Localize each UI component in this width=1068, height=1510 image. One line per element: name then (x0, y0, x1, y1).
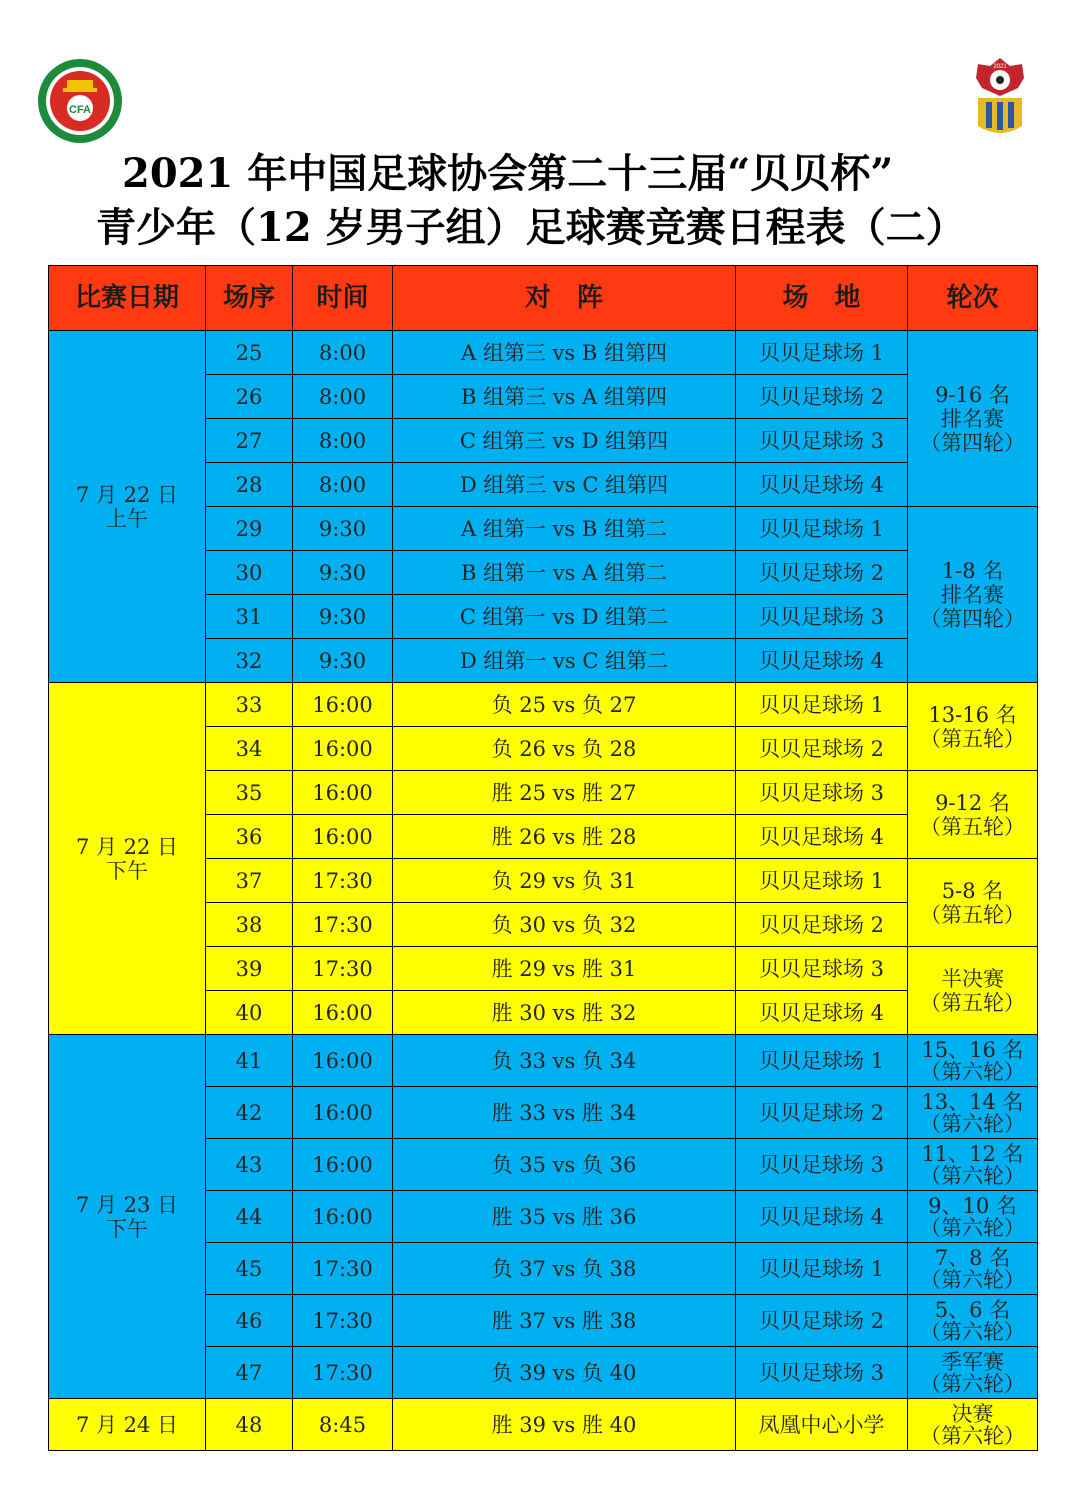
match-venue: 贝贝足球场 4 (736, 991, 908, 1035)
match-time: 16:00 (293, 1139, 393, 1191)
match-venue: 贝贝足球场 4 (736, 639, 908, 683)
match-no: 47 (206, 1347, 293, 1399)
match-pairing: C 组第三 vs D 组第四 (393, 419, 736, 463)
date-cell: 7 月 22 日 上午 (49, 331, 206, 683)
col-header-no: 场序 (206, 266, 293, 331)
cfa-logo (37, 58, 123, 144)
match-pairing: 负 39 vs 负 40 (393, 1347, 736, 1399)
match-no: 28 (206, 463, 293, 507)
match-no: 39 (206, 947, 293, 991)
match-pairing: 负 35 vs 负 36 (393, 1139, 736, 1191)
match-venue: 贝贝足球场 1 (736, 507, 908, 551)
match-time: 9:30 (293, 639, 393, 683)
match-pairing: 负 29 vs 负 31 (393, 859, 736, 903)
col-header-match: 对 阵 (393, 266, 736, 331)
round-cell: 5、6 名 （第六轮） (908, 1295, 1038, 1347)
match-no: 31 (206, 595, 293, 639)
round-cell: 1-8 名 排名赛 （第四轮） (908, 507, 1038, 683)
match-time: 8:00 (293, 375, 393, 419)
logo-year: 2021 (993, 64, 1007, 70)
match-time: 9:30 (293, 595, 393, 639)
match-pairing: D 组第一 vs C 组第二 (393, 639, 736, 683)
round-cell: 11、12 名 （第六轮） (908, 1139, 1038, 1191)
page-title-line2: 青少年（12 岁男子组）足球赛竞赛日程表（二） (96, 204, 966, 251)
page-title-line1: 2021 年中国足球协会第二十三届“贝贝杯” (122, 150, 894, 197)
match-time: 16:00 (293, 683, 393, 727)
match-time: 17:30 (293, 947, 393, 991)
match-venue: 贝贝足球场 2 (736, 903, 908, 947)
match-no: 25 (206, 331, 293, 375)
match-venue: 贝贝足球场 2 (736, 1295, 908, 1347)
match-time: 8:00 (293, 331, 393, 375)
match-no: 33 (206, 683, 293, 727)
round-cell: 9、10 名 （第六轮） (908, 1191, 1038, 1243)
match-no: 26 (206, 375, 293, 419)
match-no: 42 (206, 1087, 293, 1139)
match-no: 44 (206, 1191, 293, 1243)
match-no: 46 (206, 1295, 293, 1347)
match-venue: 贝贝足球场 2 (736, 1087, 908, 1139)
match-venue: 贝贝足球场 4 (736, 815, 908, 859)
match-venue: 凤凰中心小学 (736, 1399, 908, 1451)
match-venue: 贝贝足球场 3 (736, 595, 908, 639)
match-pairing: 负 25 vs 负 27 (393, 683, 736, 727)
round-cell: 7、8 名 （第六轮） (908, 1243, 1038, 1295)
match-no: 32 (206, 639, 293, 683)
match-venue: 贝贝足球场 3 (736, 771, 908, 815)
match-venue: 贝贝足球场 2 (736, 727, 908, 771)
col-header-time: 时间 (293, 266, 393, 331)
match-no: 48 (206, 1399, 293, 1451)
match-venue: 贝贝足球场 3 (736, 1139, 908, 1191)
match-no: 43 (206, 1139, 293, 1191)
match-pairing: A 组第一 vs B 组第二 (393, 507, 736, 551)
match-time: 17:30 (293, 1243, 393, 1295)
match-time: 16:00 (293, 1191, 393, 1243)
date-cell: 7 月 24 日 (49, 1399, 206, 1451)
match-no: 37 (206, 859, 293, 903)
match-time: 17:30 (293, 903, 393, 947)
match-time: 16:00 (293, 815, 393, 859)
match-time: 17:30 (293, 1295, 393, 1347)
match-time: 16:00 (293, 1035, 393, 1087)
match-no: 35 (206, 771, 293, 815)
col-header-date: 比赛日期 (49, 266, 206, 331)
table-row (49, 331, 1038, 375)
round-cell: 决赛 （第六轮） (908, 1399, 1038, 1451)
match-time: 17:30 (293, 859, 393, 903)
table-row (49, 1399, 1038, 1451)
round-cell: 半决赛 （第五轮） (908, 947, 1038, 1035)
match-pairing: 胜 26 vs 胜 28 (393, 815, 736, 859)
match-venue: 贝贝足球场 4 (736, 463, 908, 507)
match-venue: 贝贝足球场 1 (736, 1035, 908, 1087)
date-cell: 7 月 22 日 下午 (49, 683, 206, 1035)
date-cell: 7 月 23 日 下午 (49, 1035, 206, 1399)
match-time: 17:30 (293, 1347, 393, 1399)
match-pairing: B 组第一 vs A 组第二 (393, 551, 736, 595)
match-pairing: C 组第一 vs D 组第二 (393, 595, 736, 639)
match-venue: 贝贝足球场 4 (736, 1191, 908, 1243)
col-header-venue: 场 地 (736, 266, 908, 331)
match-pairing: 胜 35 vs 胜 36 (393, 1191, 736, 1243)
round-cell: 季军赛 （第六轮） (908, 1347, 1038, 1399)
round-cell: 13-16 名 （第五轮） (908, 683, 1038, 771)
match-time: 16:00 (293, 991, 393, 1035)
match-pairing: 胜 39 vs 胜 40 (393, 1399, 736, 1451)
match-venue: 贝贝足球场 3 (736, 419, 908, 463)
match-pairing: 负 30 vs 负 32 (393, 903, 736, 947)
round-cell: 9-16 名 排名赛 （第四轮） (908, 331, 1038, 507)
match-no: 29 (206, 507, 293, 551)
match-no: 41 (206, 1035, 293, 1087)
match-no: 40 (206, 991, 293, 1035)
match-pairing: 胜 29 vs 胜 31 (393, 947, 736, 991)
match-pairing: 负 26 vs 负 28 (393, 727, 736, 771)
match-pairing: 负 37 vs 负 38 (393, 1243, 736, 1295)
match-venue: 贝贝足球场 1 (736, 683, 908, 727)
match-no: 36 (206, 815, 293, 859)
match-time: 8:45 (293, 1399, 393, 1451)
match-time: 16:00 (293, 771, 393, 815)
match-pairing: 胜 30 vs 胜 32 (393, 991, 736, 1035)
match-no: 34 (206, 727, 293, 771)
match-pairing: 胜 25 vs 胜 27 (393, 771, 736, 815)
match-no: 30 (206, 551, 293, 595)
match-pairing: A 组第三 vs B 组第四 (393, 331, 736, 375)
schedule-table (48, 265, 1038, 1451)
table-row (49, 1035, 1038, 1087)
match-time: 16:00 (293, 1087, 393, 1139)
match-venue: 贝贝足球场 1 (736, 1243, 908, 1295)
table-row (49, 683, 1038, 727)
match-venue: 贝贝足球场 2 (736, 551, 908, 595)
match-pairing: B 组第三 vs A 组第四 (393, 375, 736, 419)
match-pairing: D 组第三 vs C 组第四 (393, 463, 736, 507)
match-venue: 贝贝足球场 1 (736, 859, 908, 903)
match-venue: 贝贝足球场 3 (736, 1347, 908, 1399)
match-no: 27 (206, 419, 293, 463)
match-no: 38 (206, 903, 293, 947)
match-pairing: 胜 33 vs 胜 34 (393, 1087, 736, 1139)
round-cell: 5-8 名 （第五轮） (908, 859, 1038, 947)
match-venue: 贝贝足球场 3 (736, 947, 908, 991)
match-time: 9:30 (293, 551, 393, 595)
col-header-round: 轮次 (908, 266, 1038, 331)
match-time: 8:00 (293, 463, 393, 507)
cfa-abbr: CFA (69, 104, 91, 116)
match-time: 16:00 (293, 727, 393, 771)
match-venue: 贝贝足球场 2 (736, 375, 908, 419)
tournament-logo (972, 56, 1028, 140)
match-time: 9:30 (293, 507, 393, 551)
round-cell: 13、14 名 （第六轮） (908, 1087, 1038, 1139)
match-time: 8:00 (293, 419, 393, 463)
match-pairing: 负 33 vs 负 34 (393, 1035, 736, 1087)
match-venue: 贝贝足球场 1 (736, 331, 908, 375)
match-pairing: 胜 37 vs 胜 38 (393, 1295, 736, 1347)
match-no: 45 (206, 1243, 293, 1295)
round-cell: 9-12 名 （第五轮） (908, 771, 1038, 859)
round-cell: 15、16 名 （第六轮） (908, 1035, 1038, 1087)
